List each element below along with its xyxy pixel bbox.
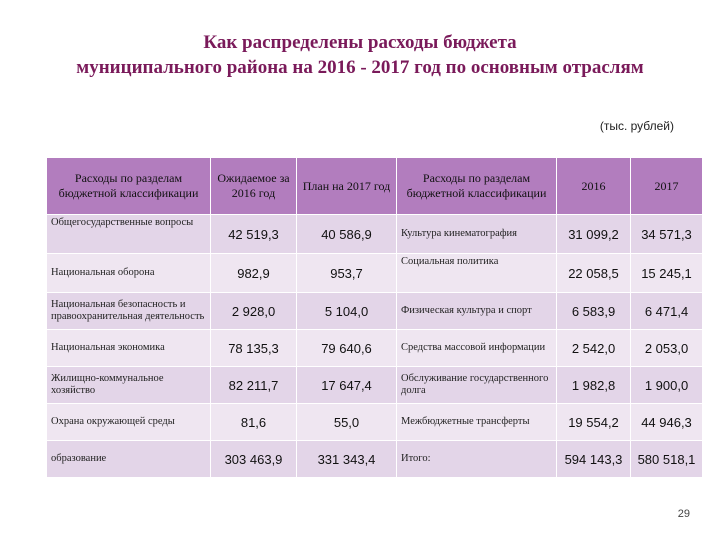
right-section-name: Межбюджетные трансферты [397, 404, 557, 441]
value-2017: 15 245,1 [631, 254, 703, 293]
table-row [47, 215, 703, 254]
value-2016: 594 143,3 [557, 441, 631, 478]
header-left-section: Расходы по разделам бюджетной классификации [47, 158, 211, 215]
left-section-name: Национальная безопасность и правоохранительная деятельность [47, 293, 211, 330]
plan-value: 79 640,6 [297, 330, 397, 367]
value-2016: 22 058,5 [557, 254, 631, 293]
slide-title-line-2: муниципального района на 2016 - 2017 год по основным отраслям [76, 57, 644, 78]
slide-title-line-1: Как распределены расходы бюджета [203, 32, 517, 53]
plan-value: 40 586,9 [297, 215, 397, 254]
value-2017: 44 946,3 [631, 404, 703, 441]
table-row [47, 441, 703, 478]
value-2016: 1 982,8 [557, 367, 631, 404]
plan-value: 5 104,0 [297, 293, 397, 330]
plan-value: 55,0 [297, 404, 397, 441]
expected-value: 78 135,3 [211, 330, 297, 367]
value-2017: 6 471,4 [631, 293, 703, 330]
value-2017: 580 518,1 [631, 441, 703, 478]
expected-value: 982,9 [211, 254, 297, 293]
value-2016: 2 542,0 [557, 330, 631, 367]
table-header-row [47, 158, 703, 215]
expected-value: 2 928,0 [211, 293, 297, 330]
right-section-name: Культура кинематография [397, 215, 557, 254]
table-row [47, 293, 703, 330]
plan-value: 953,7 [297, 254, 397, 293]
left-section-name: Жилищно-коммунальное хозяйство [47, 367, 211, 404]
budget-table [46, 157, 703, 478]
header-2017: 2017 [631, 158, 703, 215]
left-section-name: Национальная экономика [47, 330, 211, 367]
right-section-name: Итого: [397, 441, 557, 478]
table-row [47, 330, 703, 367]
header-expected: Ожидаемое за 2016 год [211, 158, 297, 215]
slide-title [0, 30, 720, 80]
expected-value: 303 463,9 [211, 441, 297, 478]
expected-value: 42 519,3 [211, 215, 297, 254]
table-row [47, 254, 703, 293]
left-section-name: Национальная оборона [47, 254, 211, 293]
right-section-name: Обслуживание государственного долга [397, 367, 557, 404]
header-right-section: Расходы по разделам бюджетной классификации [397, 158, 557, 215]
right-section-name: Социальная политика [397, 254, 557, 293]
left-section-name: образование [47, 441, 211, 478]
unit-label: (тыс. рублей) [599, 119, 674, 133]
value-2017: 34 571,3 [631, 215, 703, 254]
right-section-name: Средства массовой информации [397, 330, 557, 367]
value-2016: 19 554,2 [557, 404, 631, 441]
left-section-name: Охрана окружающей среды [47, 404, 211, 441]
table-row [47, 367, 703, 404]
value-2017: 2 053,0 [631, 330, 703, 367]
value-2017: 1 900,0 [631, 367, 703, 404]
header-2016: 2016 [557, 158, 631, 215]
value-2016: 31 099,2 [557, 215, 631, 254]
value-2016: 6 583,9 [557, 293, 631, 330]
plan-value: 17 647,4 [297, 367, 397, 404]
header-plan: План на 2017 год [297, 158, 397, 215]
plan-value: 331 343,4 [297, 441, 397, 478]
right-section-name: Физическая культура и спорт [397, 293, 557, 330]
expected-value: 81,6 [211, 404, 297, 441]
table-row [47, 404, 703, 441]
page-number: 29 [677, 508, 690, 520]
expected-value: 82 211,7 [211, 367, 297, 404]
left-section-name: Общегосударственные вопросы [47, 215, 211, 254]
